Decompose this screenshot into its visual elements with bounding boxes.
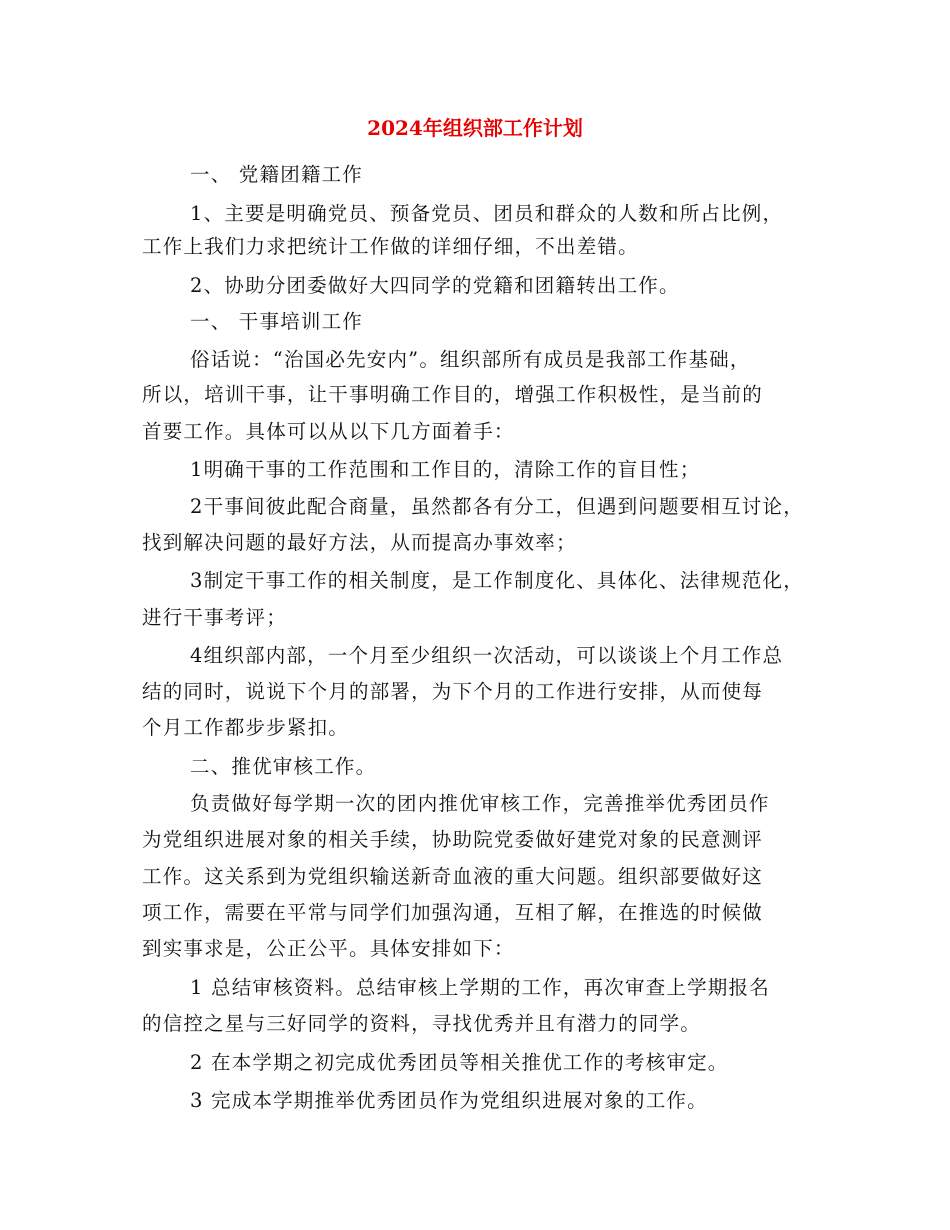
paragraph-line: 为党组织进展对象的相关手续，协助院党委做好建党对象的民意测评 <box>142 828 764 851</box>
list-item-line: 3制定干事工作的相关制度，是工作制度化、具体化、法律规范化， <box>190 569 804 592</box>
section-heading-party-membership: 一、 党籍团籍工作 <box>190 163 363 186</box>
document-title: 2024年组织部工作计划 <box>367 116 583 140</box>
paragraph-line: 所以，培训干事，让干事明确工作目的，增强工作积极性，是当前的 <box>142 383 764 406</box>
paragraph-line: 1、主要是明确党员、预备党员、团员和群众的人数和所占比例， <box>190 202 784 225</box>
list-item-line: 2 在本学期之初完成优秀团员等相关推优工作的考核审定。 <box>190 1051 729 1074</box>
list-item-line: 1明确干事的工作范围和工作目的，清除工作的盲目性； <box>190 458 701 481</box>
list-item-line: 1 总结审核资料。总结审核上学期的工作，再次审查上学期报名 <box>190 976 770 999</box>
list-item-line: 4组织部内部，一个月至少组织一次活动，可以谈谈上个月工作总 <box>190 644 784 667</box>
paragraph-line: 找到解决问题的最好方法，从而提高办事效率； <box>142 531 577 554</box>
list-item-line: 2干事间彼此配合商量，虽然都各有分工，但遇到问题要相互讨论， <box>190 495 804 518</box>
paragraph-line: 首要工作。具体可以从以下几方面着手： <box>142 420 515 443</box>
list-item-line: 3 完成本学期推举优秀团员作为党组织进展对象的工作。 <box>190 1089 708 1112</box>
paragraph-line: 到实事求是，公正公平。具体安排如下： <box>142 937 515 960</box>
section-heading-staff-training: 一、 干事培训工作 <box>190 310 363 333</box>
paragraph-line: 俗话说：“治国必先安内”。组织部所有成员是我部工作基础， <box>190 348 751 371</box>
paragraph-line: 进行干事考评； <box>142 606 287 629</box>
paragraph-line: 个月工作都步步紧扣。 <box>142 716 350 739</box>
paragraph-line: 负责做好每学期一次的团内推优审核工作，完善推举优秀团员作 <box>190 792 770 815</box>
section-heading-recommendation-review: 二、推优审核工作。 <box>190 755 377 778</box>
paragraph-line: 结的同时，说说下个月的部署，为下个月的工作进行安排，从而使每 <box>142 680 764 703</box>
paragraph-line: 2、协助分团委做好大四同学的党籍和团籍转出工作。 <box>190 274 680 297</box>
paragraph-line: 工作。这关系到为党组织输送新奇血液的重大问题。组织部要做好这 <box>142 865 764 888</box>
paragraph-line: 项工作，需要在平常与同学们加强沟通，互相了解，在推选的时候做 <box>142 901 764 924</box>
paragraph-line: 的信控之星与三好同学的资料，寻找优秀并且有潜力的同学。 <box>142 1012 701 1035</box>
paragraph-line: 工作上我们力求把统计工作做的详细仔细，不出差错。 <box>142 235 639 258</box>
